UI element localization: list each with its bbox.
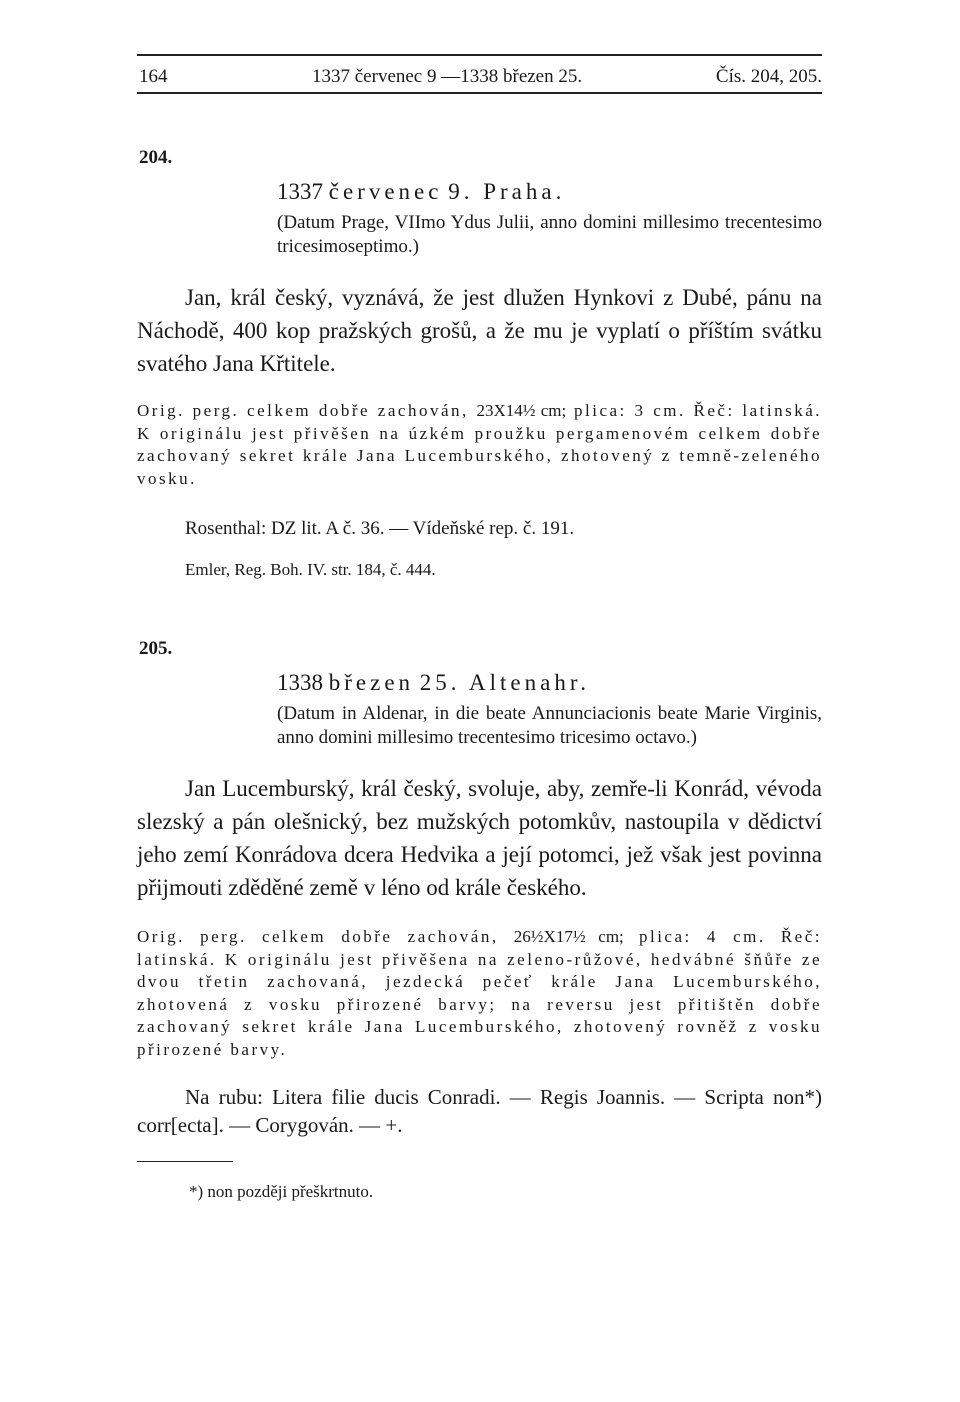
page-number: 164 xyxy=(139,66,168,87)
footnote: *) non později přeškrtnuto. xyxy=(189,1182,374,1201)
date-year: 1337 xyxy=(277,179,323,204)
datum-formula: (Datum Prage, VIImo Ydus Julii, anno domini millesimo trecentesimo tricesimoseptimo.) xyxy=(277,212,822,257)
description-part-b: plica: 4 cm. Řeč: latinská. K originálu jest přivěšena na zeleno-růžové, hedvábné šňůře ze dvou třetin zachovaná, jezdecká pečeť krále Jana Lucemburského, zhotovená z vosku přirozené barvy; na reversu jest přitištěn dobře zachovaný sekret krále Jana Lucemburského, zhotovený rovněž z vosku přirozené barvy. xyxy=(137,927,823,1059)
description-part-a: Orig. perg. celkem dobře zachován, xyxy=(137,927,499,946)
entry-number: 204. xyxy=(139,147,173,168)
references: Rosenthal: DZ lit. A č. 36. — Vídeňské rep. č. 191. xyxy=(185,518,575,539)
date-month: červenec xyxy=(328,179,443,204)
regest-text: Jan, král český, vyznává, že jest dlužen Hynkovi z Dubé, pánu na Náchodě, 400 kop pražských grošů, a že mu je vyplatí o příštím svátku svatého Jana Křtitele. xyxy=(137,285,822,376)
reference-emler: Emler, Reg. Boh. IV. str. 184, č. 444. xyxy=(185,560,436,579)
datum-formula: (Datum in Aldenar, in die beate Annunciacionis beate Marie Virginis, anno domini millesimo trecentesimo tricesimo octavo.) xyxy=(277,703,822,748)
description-part-a: Orig. perg. celkem dobře zachován, xyxy=(137,401,469,420)
date-day-place: 25. Altenahr. xyxy=(419,670,590,695)
header-date-range: 1337 červenec 9 —1338 březen 25. xyxy=(312,66,583,87)
entry-number: 205. xyxy=(139,638,173,659)
header-entry-numbers: Čís. 204, 205. xyxy=(715,66,822,87)
entry-205 xyxy=(137,638,822,1139)
date-year: 1338 xyxy=(277,670,323,695)
entry-date xyxy=(277,179,822,205)
footnote-rule xyxy=(137,1161,233,1162)
regest-text: Jan Lucemburský, král český, svoluje, aby, zemře-li Konrád, vévoda slezský a pán olešnický, bez mužských potomkův, nastoupila v dědictví jeho zemí Konrádova dcera Hedvika a její potomci, jež však jest povinna přijmouti zděděné země v léno od krále českého. xyxy=(137,776,822,900)
date-month: březen xyxy=(328,670,415,695)
description-dimensions: 26½X17½ cm; xyxy=(513,927,624,946)
entry-204 xyxy=(137,147,822,580)
date-day-place: 9. Praha. xyxy=(448,179,566,204)
entry-date xyxy=(277,670,822,696)
description xyxy=(137,926,822,1061)
description-part-b: plica: 3 cm. Řeč: latinská. K originálu jest přivěšen na úzkém proužku pergamenovém celkem dobře zachovaný sekret krále Jana Lucemburského, zhotovený z temně-zeleného vosku. xyxy=(137,401,823,488)
description-dimensions: 23X14½ cm; xyxy=(476,401,567,420)
document-page xyxy=(137,54,822,1202)
page-header xyxy=(137,56,822,92)
header-rule xyxy=(137,92,822,94)
rubu-note: Na rubu: Litera filie ducis Conradi. — Regis Joannis. — Scripta non*) corr[ecta]. — Corygován. — +. xyxy=(137,1085,822,1137)
description xyxy=(137,400,822,490)
